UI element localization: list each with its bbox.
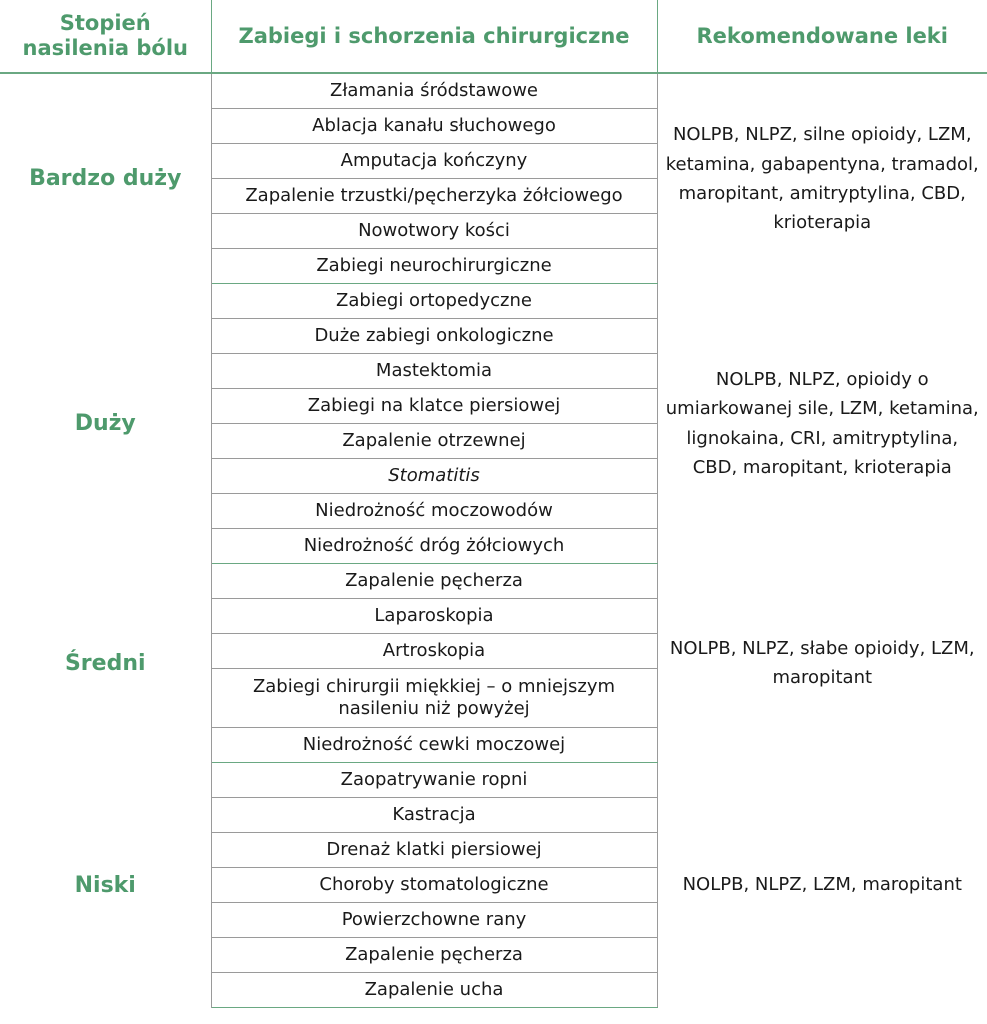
procedure-cell: Laparoskopia (211, 599, 657, 634)
pain-degree-cell: Duży (0, 284, 211, 564)
table-row (0, 564, 987, 599)
procedure-cell: Drenaż klatki piersiowej (211, 833, 657, 868)
table-row (0, 73, 987, 109)
pain-degree-cell: Niski (0, 763, 211, 1008)
table-header (0, 0, 987, 73)
header-row (0, 0, 987, 73)
procedure-cell: Amputacja kończyny (211, 144, 657, 179)
procedure-cell: Niedrożność dróg żółciowych (211, 529, 657, 564)
procedure-cell: Zapalenie pęcherza (211, 938, 657, 973)
table-body (0, 73, 987, 1008)
medications-cell: NOLPB, NLPZ, słabe opioidy, LZM, maropitant (669, 637, 975, 688)
header-procedures: Zabiegi i schorzenia chirurgiczne (211, 0, 657, 73)
procedure-cell: Zabiegi ortopedyczne (211, 284, 657, 319)
procedure-cell: Kastracja (211, 798, 657, 833)
medications-cell: NOLPB, NLPZ, opioidy o umiarkowanej sile, LZM, ketamina, lignokaina, CRI, amitryptylina, CBD, maropitant, krioterapia (665, 369, 979, 478)
procedure-cell: Zapalenie otrzewnej (211, 424, 657, 459)
table-row (0, 763, 987, 798)
procedure-cell: Zabiegi na klatce piersiowej (211, 389, 657, 424)
procedure-cell: Zapalenie pęcherza (211, 564, 657, 599)
procedure-cell: Zaopatrywanie ropni (211, 763, 657, 798)
procedure-cell: Złamania śródstawowe (211, 73, 657, 109)
procedure-cell: Zabiegi chirurgii miękkiej – o mniejszym nasileniu niż powyżej (211, 669, 657, 728)
procedure-cell: Zapalenie trzustki/pęcherzyka żółciowego (211, 179, 657, 214)
procedure-cell: Ablacja kanału słuchowego (211, 109, 657, 144)
procedure-cell: Stomatitis (211, 459, 657, 494)
table-row (0, 284, 987, 319)
medications-cell: NOLPB, NLPZ, LZM, maropitant (682, 874, 962, 896)
procedure-cell: Mastektomia (211, 354, 657, 389)
pain-degree-cell: Średni (0, 564, 211, 763)
procedure-cell: Powierzchowne rany (211, 903, 657, 938)
procedure-cell: Zapalenie ucha (211, 973, 657, 1008)
procedure-cell: Zabiegi neurochirurgiczne (211, 249, 657, 284)
procedure-cell: Niedrożność cewki moczowej (211, 728, 657, 763)
procedure-cell: Niedrożność moczowodów (211, 494, 657, 529)
medications-cell: NOLPB, NLPZ, silne opioidy, LZM, ketamina, gabapentyna, tramadol, maropitant, amitryptylina, CBD, krioterapia (665, 124, 979, 233)
header-pain-degree: Stopień nasilenia bólu (0, 0, 211, 73)
procedure-cell: Choroby stomatologiczne (211, 868, 657, 903)
header-medications: Rekomendowane leki (657, 0, 987, 73)
procedure-cell: Duże zabiegi onkologiczne (211, 319, 657, 354)
pain-degree-cell: Bardzo duży (0, 73, 211, 284)
procedure-cell: Artroskopia (211, 634, 657, 669)
procedure-cell: Nowotwory kości (211, 214, 657, 249)
